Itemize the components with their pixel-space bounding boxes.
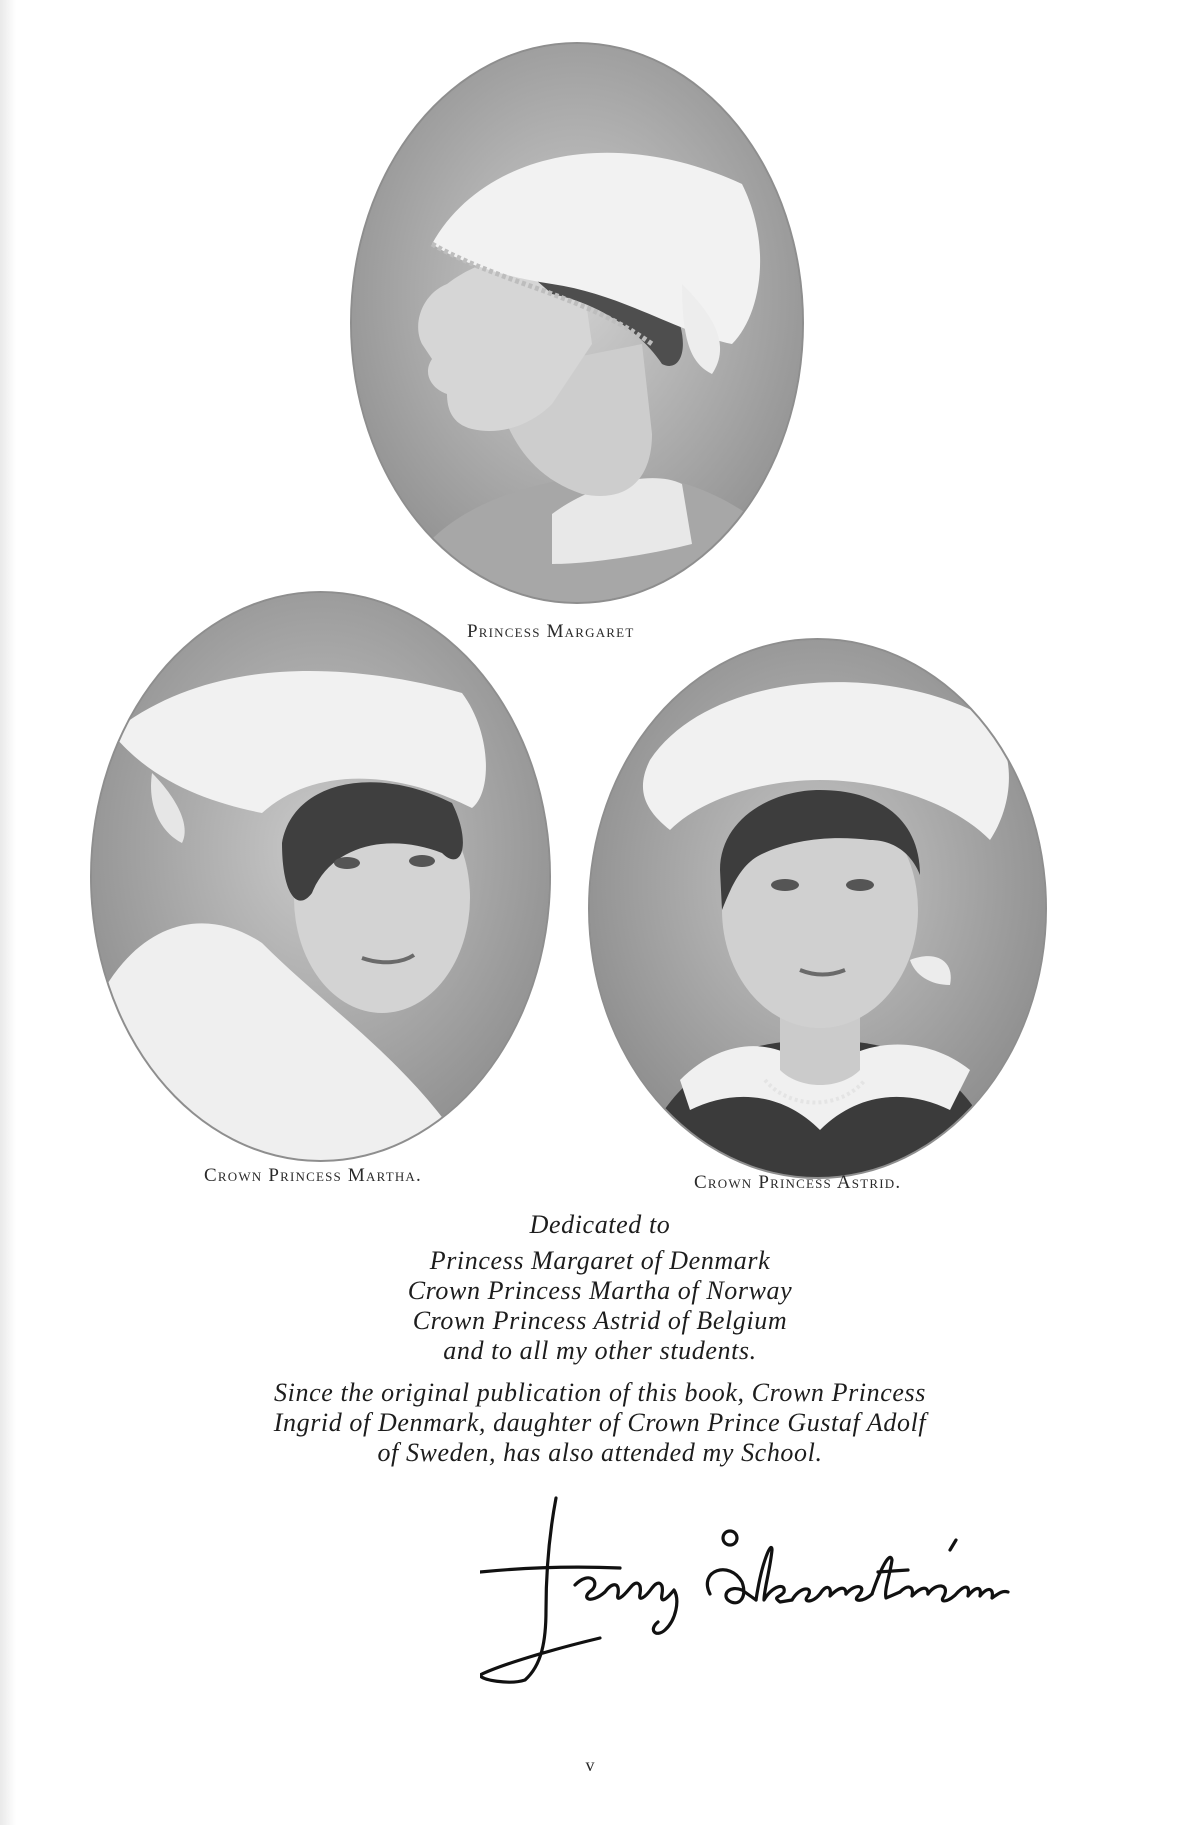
portrait-princess-margaret [352, 44, 802, 602]
page-edge [0, 0, 16, 1825]
note-line: of Sweden, has also attended my School. [377, 1438, 823, 1467]
dedication-line: Crown Princess Astrid of Belgium [412, 1306, 788, 1335]
note-line: Ingrid of Denmark, daughter of Crown Prince Gustaf Adolf [273, 1408, 927, 1437]
dedication-line: and to all my other students. [443, 1336, 757, 1365]
dedication-line: Crown Princess Martha of Norway [407, 1276, 793, 1305]
portrait-crown-princess-martha [92, 593, 549, 1160]
caption-crown-princess-martha: Crown Princess Martha. [204, 1165, 422, 1186]
caption-crown-princess-astrid: Crown Princess Astrid. [694, 1172, 902, 1193]
caption-princess-margaret: Princess Margaret [467, 621, 635, 642]
dedication-names [150, 1246, 1050, 1366]
signature-image [480, 1490, 1060, 1690]
dedication-note [150, 1378, 1050, 1468]
note-line: Since the original publication of this book, Crown Princess [274, 1378, 926, 1407]
dedication-heading: Dedicated to [529, 1210, 671, 1239]
portrait-crown-princess-astrid [590, 640, 1045, 1177]
dedication-line: Princess Margaret of Denmark [429, 1246, 771, 1275]
page-number: v [585, 1755, 595, 1775]
